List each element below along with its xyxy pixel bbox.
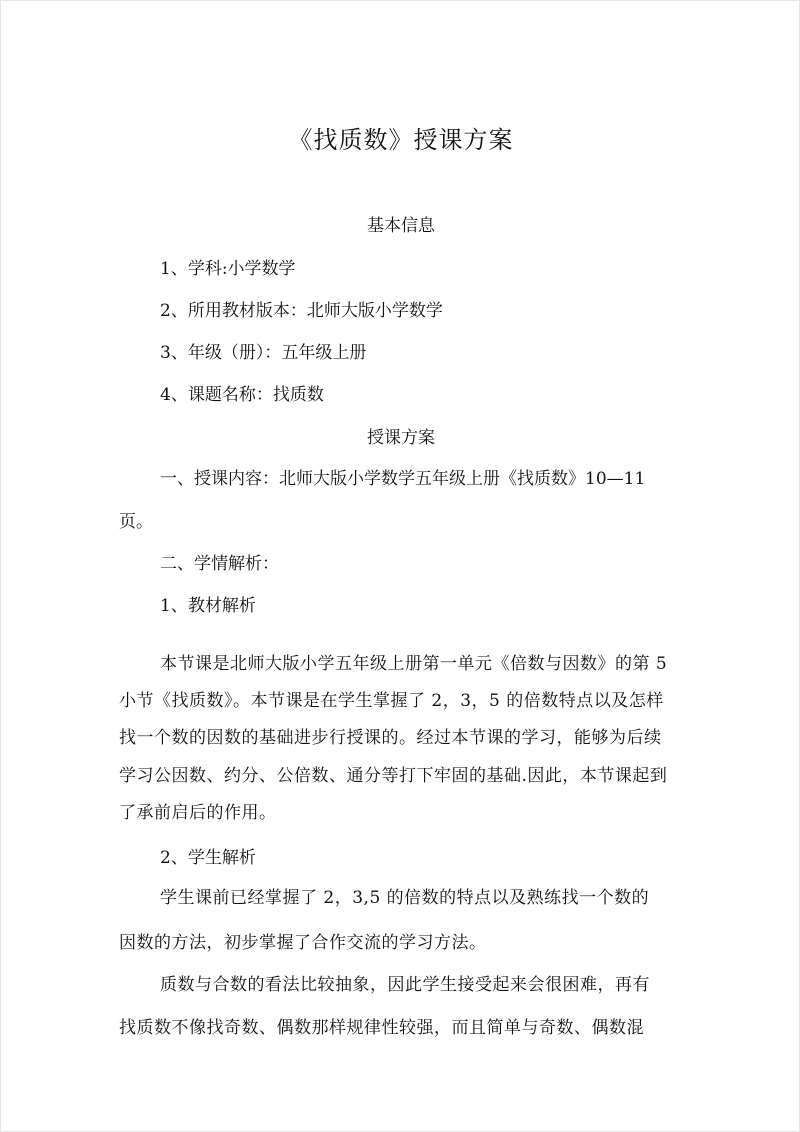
sub1-paragraph-line: 学习公因数、约分、公倍数、通分等打下牢固的基础.因此，本节课起到 bbox=[119, 766, 668, 786]
sub2-paragraph-line: 找质数不像找奇数、偶数那样规律性较强，而且简单与奇数、偶数混 bbox=[119, 1018, 644, 1038]
section2-heading: 二、学情解析： bbox=[160, 554, 279, 574]
basic-info-heading: 基本信息 bbox=[367, 216, 435, 236]
sub2-paragraph-line: 学生课前已经掌握了 2，3,5 的倍数的特点以及熟练找一个数的 bbox=[160, 888, 650, 908]
sub2-heading: 2、学生解析 bbox=[160, 848, 256, 868]
basic-info-item-subject: 1、学科:小学数学 bbox=[160, 259, 296, 279]
sub1-heading: 1、教材解析 bbox=[160, 596, 256, 616]
sub1-paragraph-line: 小节《找质数》。本节课是在学生掌握了 2，3，5 的倍数特点以及怎样 bbox=[119, 691, 664, 711]
document-title: 《找质数》授课方案 bbox=[288, 126, 514, 154]
sub2-paragraph-line: 因数的方法，初步掌握了合作交流的学习方法。 bbox=[119, 933, 487, 953]
basic-info-item-topic: 4、课题名称：找质数 bbox=[160, 385, 324, 405]
section1-line1: 一、授课内容：北师大版小学数学五年级上册《找质数》10—11 bbox=[160, 469, 646, 489]
plan-heading: 授课方案 bbox=[367, 428, 435, 448]
sub1-paragraph-line: 找一个数的因数的基础进步行授课的。经过本节课的学习，能够为后续 bbox=[119, 728, 662, 748]
sub1-paragraph-line: 了承前启后的作用。 bbox=[119, 803, 277, 823]
sub1-paragraph-line: 本节课是北师大版小学五年级上册第一单元《倍数与因数》的第 5 bbox=[160, 654, 668, 674]
basic-info-item-textbook: 2、所用教材版本：北师大版小学数学 bbox=[160, 301, 443, 321]
basic-info-item-grade: 3、年级（册）：五年级上册 bbox=[160, 343, 367, 363]
section1-line2: 页。 bbox=[119, 512, 153, 532]
sub2-paragraph-line: 质数与合数的看法比较抽象，因此学生接受起来会很困难，再有 bbox=[160, 975, 650, 995]
